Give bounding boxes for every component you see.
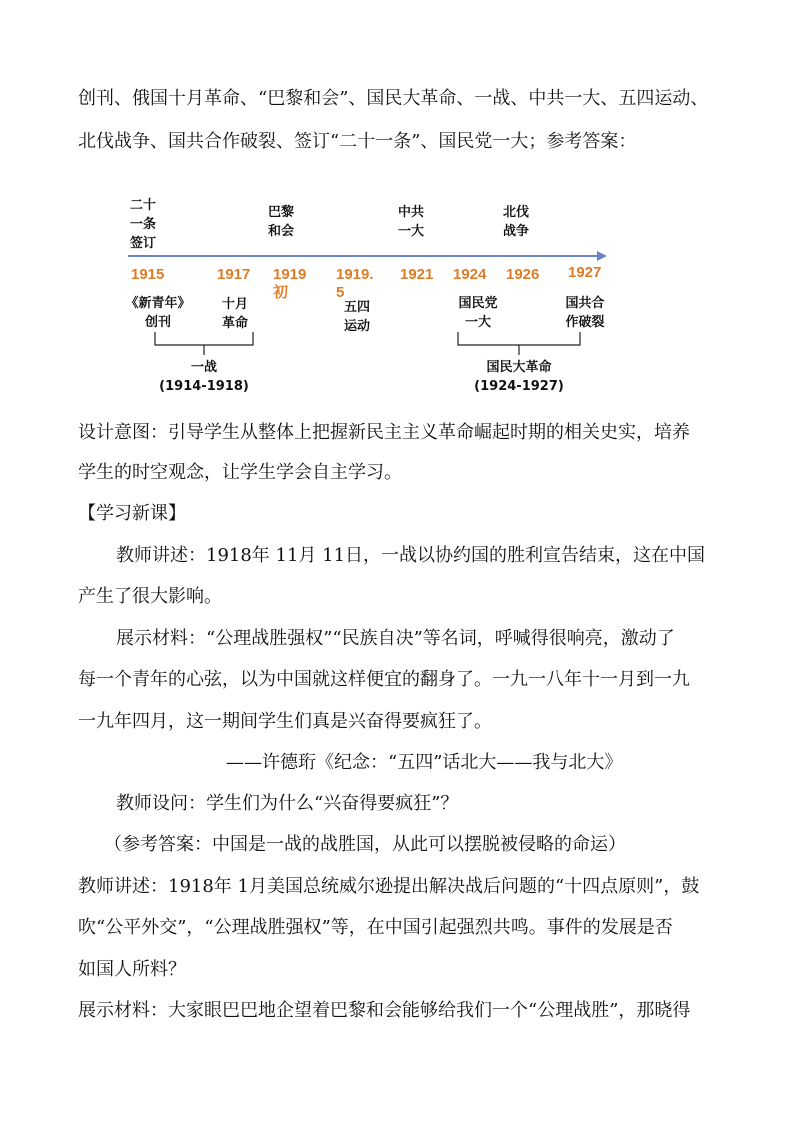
para2-line-3: 一九年四月，这一期间学生们真是兴奋得要疯狂了。: [78, 711, 492, 732]
event-new-youth: [115, 294, 201, 332]
para4-line-1: 展示材料：大家眼巴巴地企望着巴黎和会能够给我们一个“公理战胜”，那晓得: [78, 1000, 691, 1021]
reference-answer: （参考答案：中国是一战的战胜国，从此可以摆脱被侵略的命运）: [104, 834, 626, 855]
event-label: 北伐 战争: [503, 205, 530, 239]
year-1926: 1926: [506, 266, 540, 283]
para3-line-3: 如国人所料？: [78, 959, 186, 980]
year-1921: 1921: [400, 266, 434, 283]
year-1919-may: 1919. 5: [336, 266, 374, 301]
event-label: 二十 一条 签订: [130, 198, 157, 251]
event-may-fourth: [334, 298, 380, 336]
event-kmt-first-congress: [448, 294, 508, 332]
event-label: 国民党 一大: [458, 296, 498, 330]
event-label: 巴黎 和会: [268, 205, 295, 239]
event-northern-expedition: [503, 203, 529, 241]
year-1917: 1917: [217, 266, 251, 283]
event-label: 五四 运动: [343, 300, 370, 334]
event-cpc-first-congress: [398, 203, 424, 241]
event-label: 十月 革命: [221, 297, 248, 331]
year-1919-early: 1919 初: [273, 266, 307, 301]
event-label: 中共 一大: [398, 205, 425, 239]
design-intent-line-2: 学生的时空观念，让学生学会自主学习。: [78, 462, 402, 483]
bracket-title: 一战: [190, 360, 217, 375]
event-twenty-one-demands: [130, 196, 156, 253]
bracket-ww1: [155, 332, 253, 355]
quote-source: ——许德珩《纪念：“五四”话北大——我与北大》: [226, 752, 623, 773]
year-1924: 1924: [453, 266, 487, 283]
bracket-range: (1914-1918): [159, 379, 249, 394]
year-1927: 1927: [568, 264, 602, 281]
event-label: 国共合 作破裂: [565, 296, 605, 330]
bracket-national-revolution: [458, 332, 580, 355]
teacher-question: 教师设问：学生们为什么“兴奋得要疯狂”？: [116, 793, 459, 814]
bracket-label-ww1: [154, 358, 254, 396]
design-intent-line-1: 设计意图：引导学生从整体上把握新民主主义革命崛起时期的相关史实，培养: [78, 422, 690, 443]
event-cooperation-breakdown: [555, 294, 615, 332]
para3-line-2: 吹“公平外交”，“公理战胜强权”等，在中国引起强烈共鸣。事件的发展是否: [78, 917, 673, 938]
timeline-arrowhead: [597, 251, 607, 261]
bracket-range: (1924-1927): [474, 379, 564, 394]
section-heading: 【学习新课】: [78, 503, 186, 524]
intro-line-1: 创刊、俄国十月革命、“巴黎和会”、国民大革命、一战、中共一大、五四运动、: [78, 88, 709, 109]
event-october-revolution: [212, 295, 258, 333]
bracket-label-national-revolution: [459, 358, 579, 396]
event-label: 《新青年》 创刊: [125, 296, 191, 330]
bracket-title: 国民大革命: [486, 360, 552, 375]
para1-line-2: 产生了很大影响。: [78, 586, 222, 607]
year-1915: 1915: [131, 266, 165, 283]
para3-line-1: 教师讲述：1918年 1月美国总统威尔逊提出解决战后问题的“十四点原则”，鼓: [78, 876, 700, 897]
para2-line-1: 展示材料：“公理战胜强权”“民族自决”等名词，呼喊得很响亮，激动了: [116, 628, 675, 649]
para2-line-2: 每一个青年的心弦，以为中国就这样便宜的翻身了。一九一八年十一月到一九: [78, 669, 690, 690]
para1-line-1: 教师讲述：1918年 11月 11日，一战以协约国的胜利宣告结束，这在中国: [116, 545, 706, 566]
intro-line-2: 北伐战争、国共合作破裂、签订“二十一条”、国民党一大；参考答案：: [78, 131, 637, 152]
event-paris-conference: [268, 203, 294, 241]
